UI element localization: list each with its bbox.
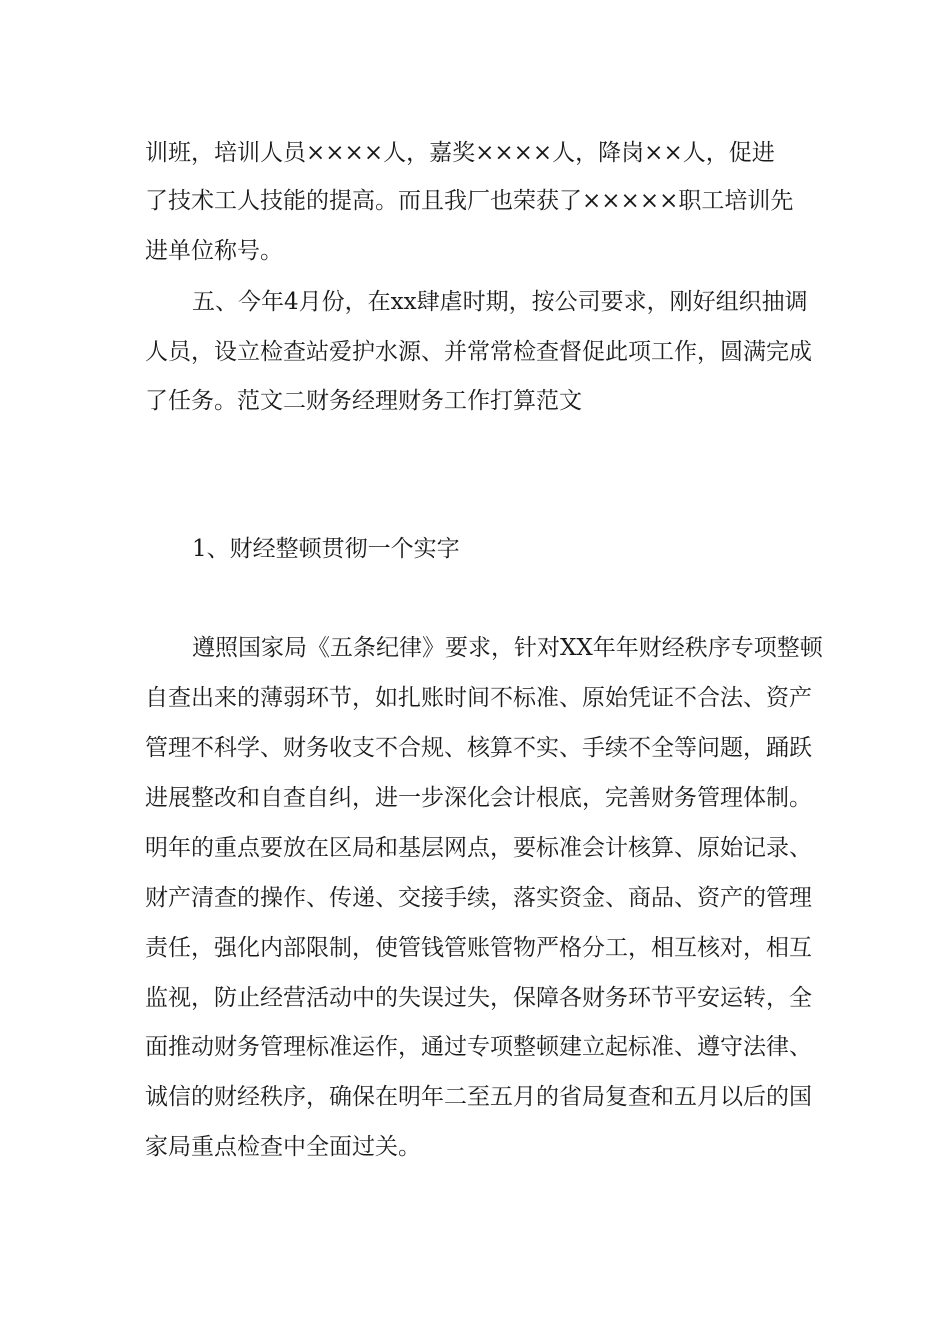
body-line-4: 进展整改和自查自纠，进一步深化会计根底，完善财务管理体制。	[145, 785, 812, 811]
body-line-1: 遵照国家局《五条纪律》要求，针对XX年年财经秩序专项整顿	[192, 635, 823, 661]
body-line-9: 面推动财务管理标准运作，通过专项整顿建立起标准、遵守法律、	[145, 1034, 812, 1060]
body-line-6: 财产清查的操作、传递、交接手续，落实资金、商品、资产的管理	[145, 885, 812, 911]
paragraph-item-5-line-3: 了任务。范文二财务经理财务工作打算范文	[145, 388, 582, 414]
body-line-2: 自查出来的薄弱环节，如扎账时间不标准、原始凭证不合法、资产	[145, 685, 812, 711]
body-line-5: 明年的重点要放在区局和基层网点，要标准会计核算、原始记录、	[145, 835, 812, 861]
paragraph-item-5-line-1: 五、今年4月份，在xx肆虐时期，按公司要求，刚好组织抽调	[192, 289, 808, 315]
paragraph-item-5-line-2: 人员，设立检查站爱护水源、并常常检查督促此项工作，圆满完成	[145, 339, 812, 365]
body-line-3: 管理不科学、财务收支不合规、核算不实、手续不全等问题，踊跃	[145, 735, 812, 761]
body-line-8: 监视，防止经营活动中的失误过失，保障各财务环节平安运转，全	[145, 985, 812, 1011]
text-line-1: 训班，培训人员××××人，嘉奖××××人，降岗××人，促进	[145, 140, 775, 166]
text-line-2: 了技术工人技能的提高。而且我厂也荣获了×××××职工培训先	[145, 188, 794, 214]
body-line-7: 责任，强化内部限制，使管钱管账管物严格分工，相互核对，相互	[145, 935, 812, 961]
body-line-11: 家局重点检查中全面过关。	[145, 1134, 421, 1160]
body-line-10: 诚信的财经秩序，确保在明年二至五月的省局复查和五月以后的国	[145, 1084, 812, 1110]
section-heading: 1、财经整顿贯彻一个实字	[192, 536, 460, 562]
text-line-3: 进单位称号。	[145, 238, 283, 264]
